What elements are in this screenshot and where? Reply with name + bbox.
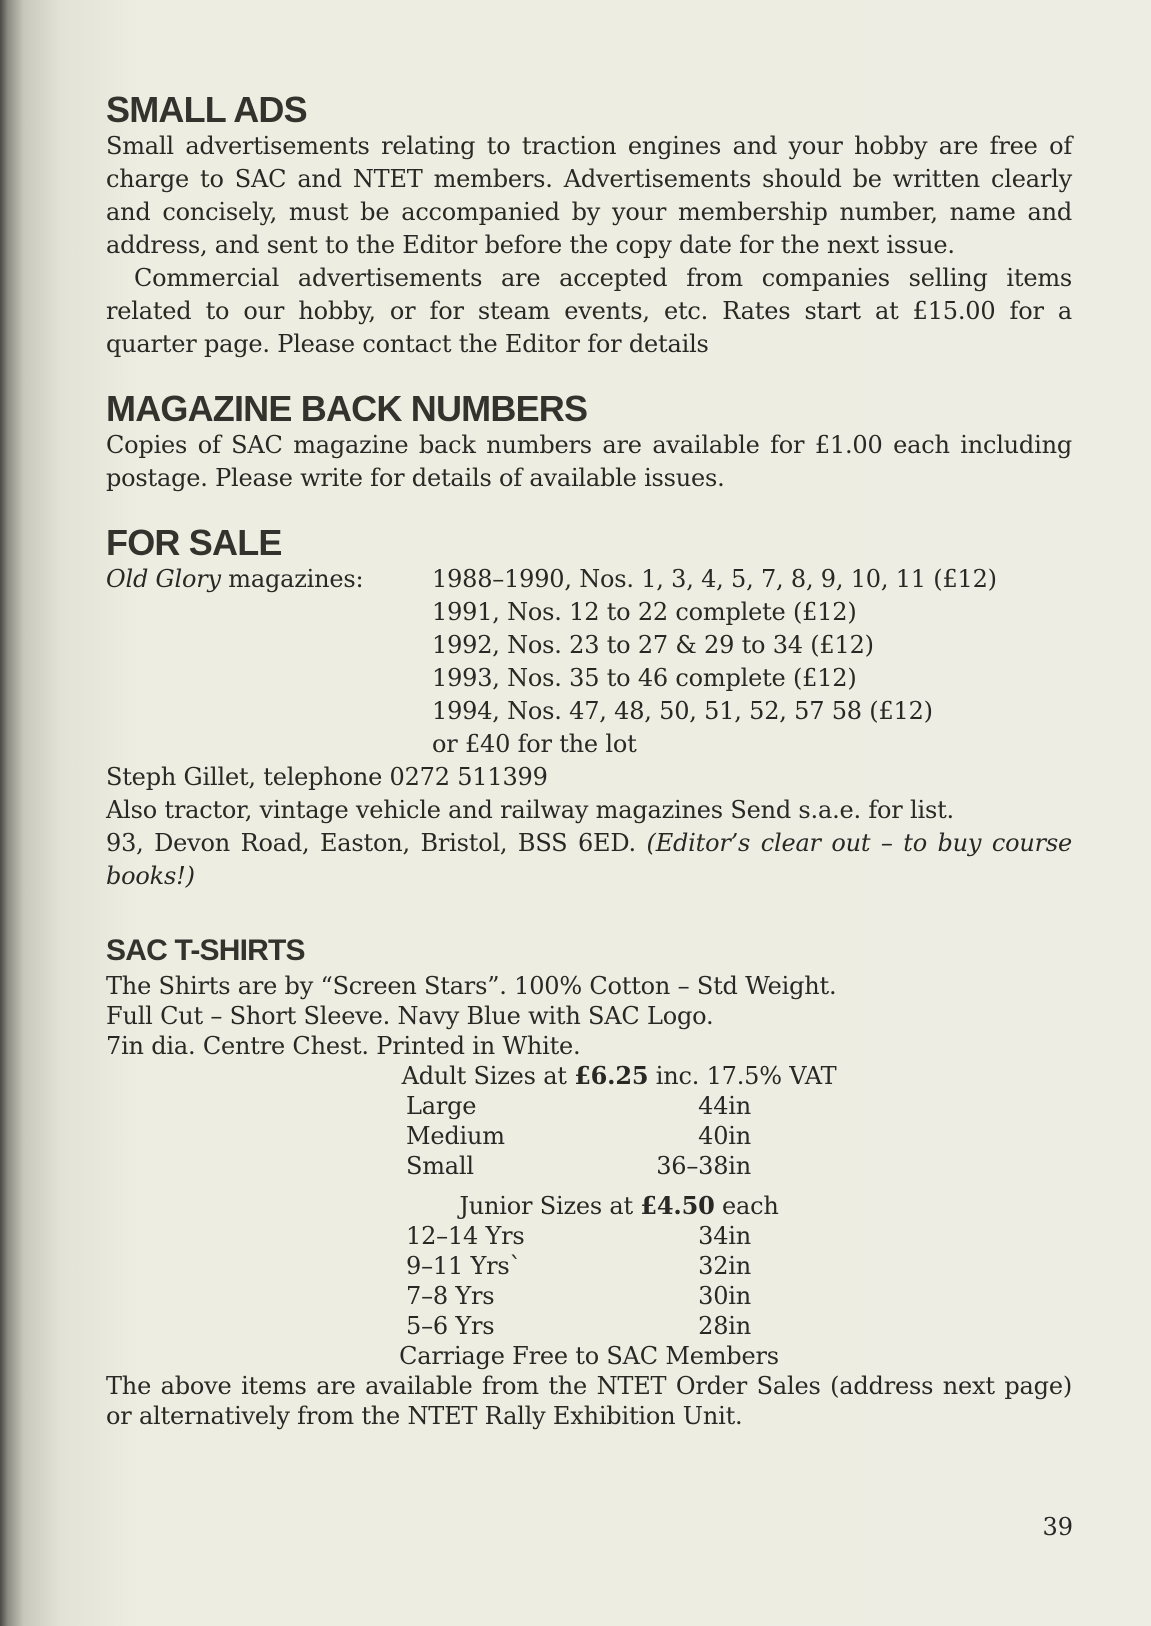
small-ads-paragraph-1: Small advertisements relating to traction engines and your hobby are free of charge to SAC and NTET members. Advertisements should be written clearly and concisely, must be accompanied by your membership number, name and address, and sent to the Editor before the copy date for the next issue. [106, 132, 1072, 259]
for-sale-listing [106, 563, 1072, 761]
size-row [406, 1121, 751, 1151]
adult-size-table [406, 1091, 751, 1181]
junior-prefix: Junior Sizes at [459, 1192, 641, 1220]
size-chest: 34in [698, 1222, 751, 1250]
for-sale-item: or £40 for the lot [432, 730, 637, 758]
size-name: 9–11 Yrs` [406, 1252, 522, 1280]
adult-sizes-heading [106, 1061, 1072, 1091]
small-ads-heading: SMALL ADS [106, 89, 307, 130]
size-row [406, 1091, 751, 1121]
size-chest: 44in [698, 1092, 751, 1120]
for-sale-label [106, 563, 432, 761]
small-ads-section [106, 90, 1072, 361]
page-content [106, 90, 1072, 1431]
adult-suffix: inc. 17.5% VAT [648, 1062, 837, 1090]
back-numbers-section [106, 389, 1072, 495]
tshirts-desc-line: The Shirts are by “Screen Stars”. 100% Cotton – Std Weight. [106, 972, 837, 1000]
for-sale-item: 1994, Nos. 47, 48, 50, 51, 52, 57 58 (£12) [432, 697, 933, 725]
for-sale-items [432, 563, 1072, 761]
for-sale-contact: Steph Gillet, telephone 0272 511399 [106, 763, 548, 791]
small-ads-paragraph-2: Commercial advertisements are accepted from companies selling items related to our hobby, or for steam events, etc. Rates start at £15.00 for a quarter page. Please contact the Editor for details [106, 264, 1072, 358]
for-sale-item: 1992, Nos. 23 to 27 & 29 to 34 (£12) [432, 631, 874, 659]
junior-size-table [406, 1221, 751, 1341]
for-sale-heading: FOR SALE [106, 522, 282, 563]
size-name: Medium [406, 1122, 505, 1150]
size-chest: 30in [698, 1282, 751, 1310]
adult-prefix: Adult Sizes at [401, 1062, 575, 1090]
size-chest: 28in [698, 1312, 751, 1340]
for-sale-note: (Editor’s clear out – to buy course books!) [106, 829, 1072, 890]
size-chart [106, 1061, 1072, 1371]
for-sale-item: 1991, Nos. 12 to 22 complete (£12) [432, 598, 857, 626]
carriage-note: Carriage Free to SAC Members [399, 1342, 779, 1370]
size-row [406, 1221, 751, 1251]
tshirts-desc-line: Full Cut – Short Sleeve. Navy Blue with SAC Logo. [106, 1002, 714, 1030]
size-name: 12–14 Yrs [406, 1222, 525, 1250]
page-number: 39 [1042, 1513, 1073, 1541]
for-sale-address: 93, Devon Road, Easton, Bristol, BSS 6ED. [106, 829, 647, 857]
tshirts-heading: SAC T-SHIRTS [106, 934, 305, 967]
availability-text: The above items are available from the NTET Order Sales (address next page) or alternatively from the NTET Rally Exhibition Unit. [106, 1372, 1072, 1430]
size-row [406, 1151, 751, 1181]
tshirts-section [106, 931, 1072, 1431]
magazine-title: Old Glory [106, 565, 221, 593]
size-row [406, 1311, 751, 1341]
tshirts-desc-line: 7in dia. Centre Chest. Printed in White. [106, 1032, 581, 1060]
junior-suffix: each [714, 1192, 779, 1220]
size-name: Small [406, 1152, 474, 1180]
adult-price: £6.25 [574, 1061, 649, 1090]
size-name: Large [406, 1092, 477, 1120]
size-row [406, 1281, 751, 1311]
for-sale-item: 1988–1990, Nos. 1, 3, 4, 5, 7, 8, 9, 10, 11 (£12) [432, 565, 997, 593]
size-row [406, 1251, 751, 1281]
for-sale-also: Also tractor, vintage vehicle and railway magazines Send s.a.e. for list. [106, 796, 954, 824]
magazine-label-suffix: magazines: [220, 565, 364, 593]
size-name: 7–8 Yrs [406, 1282, 495, 1310]
back-numbers-text: Copies of SAC magazine back numbers are available for £1.00 each including postage. Please write for details of available issues. [106, 431, 1072, 492]
back-numbers-heading: MAGAZINE BACK NUMBERS [106, 388, 588, 429]
size-chest: 36–38in [656, 1152, 751, 1180]
junior-sizes-heading [106, 1191, 1072, 1221]
for-sale-section [106, 523, 1072, 893]
size-chest: 32in [698, 1252, 751, 1280]
size-chest: 40in [698, 1122, 751, 1150]
junior-price: £4.50 [640, 1191, 715, 1220]
for-sale-address-line [106, 827, 1072, 893]
size-name: 5–6 Yrs [406, 1312, 495, 1340]
for-sale-item: 1993, Nos. 35 to 46 complete (£12) [432, 664, 857, 692]
